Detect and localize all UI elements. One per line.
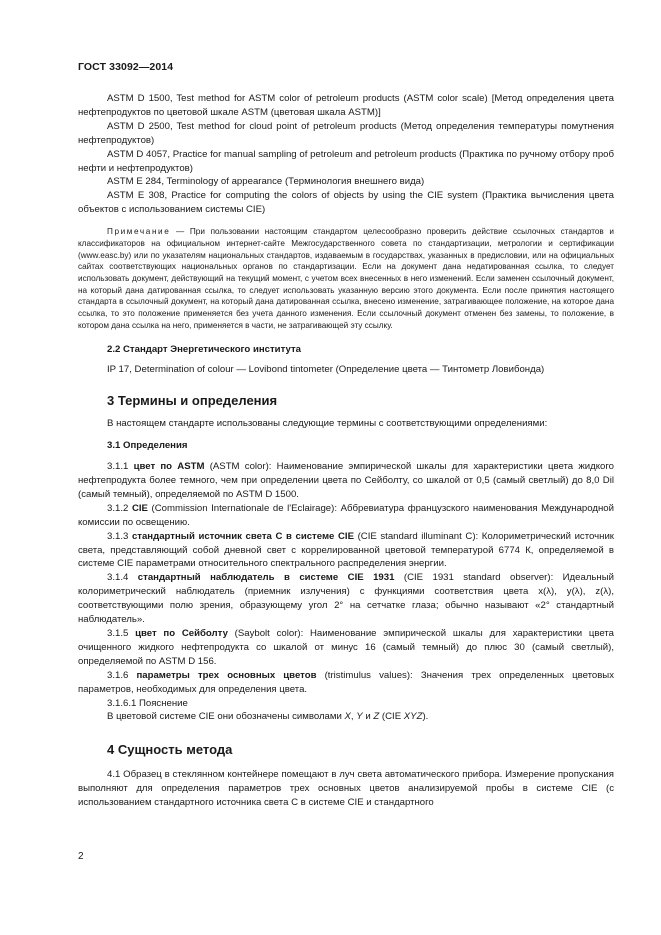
reference-astm-e284: ASTM E 284, Terminology of appearance (Терминология внешнего вида) [107,176,425,188]
term-3-1-4 [78,571,614,627]
term-definition: (CIE 1931 standard observer): Идеальный колориметрический наблюдатель (приемник излучения) с функциями соответствия цвета x(λ), y(λ), z(λ), соответствующими полю зрения, образующему угол 2° на сетчатке глаза; обычно называют «2° стандартный наблюдатель». [78,572,614,626]
section-2-2-title: 2.2 Стандарт Энергетического института [107,344,301,356]
term-3-1-5 [78,627,614,669]
term-number: 3.1.6 [107,669,137,681]
page-number: 2 [78,851,84,862]
term-number: 3.1.2 [107,502,132,514]
reference-astm-d4057: ASTM D 4057, Practice for manual sampling of petroleum and petroleum products (Практика по ручному отбору проб нефти и нефтепродуктов) [78,148,614,174]
term-name: цвет по Сейболту [135,627,228,639]
term-name: CIE [131,502,148,514]
symbol-x: X [344,711,351,723]
reference-astm-d1500: ASTM D 1500, Test method for ASTM color of petroleum products (ASTM color scale) [Метод определения цвета нефтепродуктов по цветовой шкале ASTM (цветовая шкала ASTM)] [78,93,614,118]
term-name: цвет по ASTM [133,461,205,473]
explanation-text: В цветовой системе CIE они обозначены символами [107,711,345,723]
page-content [78,92,614,810]
note-dash: — [170,227,190,237]
reference-ip17: IP 17, Determination of colour — Lovibond tintometer (Определение цвета — Тинтометр Ловибонда) [107,364,545,376]
symbol-y: Y [356,711,363,723]
term-definition: (Saybolt color): Наименование эмпирической шкалы для характеристики цвета очищенного жидкого нефтепродукта со шкалой от минус 16 (самый темный) до плюс 30 (самый светлый), определяемой по ASTM D 156. [78,627,614,667]
section-3-1-title: 3.1 Определения [107,440,188,452]
term-name: стандартный наблюдатель в системе CIE 1931 [137,572,395,584]
section-3-intro: В настоящем стандарте использованы следующие термины с соответствующими определениями: [107,418,548,430]
term-3-1-3 [78,530,614,572]
symbol-z: Z [373,711,380,723]
term-3-1-1 [78,460,614,502]
paren-open: (CIE [379,711,404,723]
term-3-1-2 [78,502,614,530]
term-3-1-6-1-text [78,710,614,724]
separator: , [350,711,357,723]
term-3-1-6 [78,669,614,697]
term-definition: (ASTM color): Наименование эмпирической шкалы для характеристики цвета жидкого нефтепродукта более темного, чем при определении цвета по Сейболту, со шкалой от 0,5 (самый светлый) до 8,0 Dil (самый темный), определяемой по ASTM D 1500. [78,461,614,500]
section-3-title: 3 Термины и определения [107,393,278,409]
term-number: 3.1.4 [107,572,138,584]
note-text: При пользовании настоящим стандартом целесообразно проверить действие ссылочных стандартов и классификаторов на официальном интернет-сайте Межгосударственного совета по стандартизации, метрологии и сертификации (www.easc.by) или по указателям национальных стандартов, издаваемым в государствах, указанных в предисловии, или на официальных сайтах соответствующих национальных органов по стандартизации. Если на документ дана недатированная ссылка, то следует использовать документ, действующий на текущий момент, с учетом всех внесенных в него изменений. Если заменен ссылочный документ, на который дана датированная ссылка, то следует использовать указанную версию этого документа. Если после принятия настоящего стандарта в ссылочный документ, на который дана датированная ссылка, внесено изменение, затрагивающее положение, на которое дана ссылка, то это положение применяется без учета данного изменения. Если ссылочный документ отменен без замены, то положение, в котором дана ссылка на него, применяется в части, не затрагивающей эту ссылку. [78,227,614,330]
note-label: Примечание [107,227,171,237]
reference-astm-e308: ASTM E 308, Practice for computing the colors of objects by using the CIE system (Практика вычисления цвета объектов с использованием системы CIE) [78,190,614,216]
reference-astm-d2500: ASTM D 2500, Test method for cloud point of petroleum products (Метод определения температуры помутнения нефтепродуктов) [78,120,614,146]
term-number: 3.1.3 [107,530,132,542]
symbol-xyz: XYZ [403,711,423,723]
section-4-title: 4 Сущность метода [107,742,233,758]
note-paragraph [78,226,614,331]
term-definition: (CIE standard illuminant C): Колориметрический источник света, представляющий собой дневной свет с коррелированной цветовой температурой 6774 К, определяемой в системе CIE параметрами относительного спектрального распределения энергии. [78,530,614,570]
document-header: ГОСТ 33092—2014 [78,61,174,73]
paren-close: ). [422,711,429,723]
term-3-1-6-1-title: 3.1.6.1 Пояснение [107,697,188,709]
term-name: параметры трех основных цветов [136,669,317,681]
term-definition: (Commission Internationale de l'Eclairage): Аббревиатура французского наименования Международной комиссии по освещению. [78,502,614,528]
term-name: стандартный источник света С в системе CIE [131,530,354,542]
section-4-1-paragraph: 4.1 Образец в стеклянном контейнере помещают в луч света автоматического прибора. Измерение пропускания выполняют для определения параметров трех основных цветов анализируемой пробы в системе CIE (с использованием стандартного источника света С в системе CIE и стандартного [78,769,614,809]
conjunction: и [362,711,374,723]
term-number: 3.1.1 [107,461,134,473]
term-definition: (tristimulus values): Значения трех определенных цветовых параметров, необходимых для определения цвета. [78,669,614,695]
term-number: 3.1.5 [107,627,136,639]
